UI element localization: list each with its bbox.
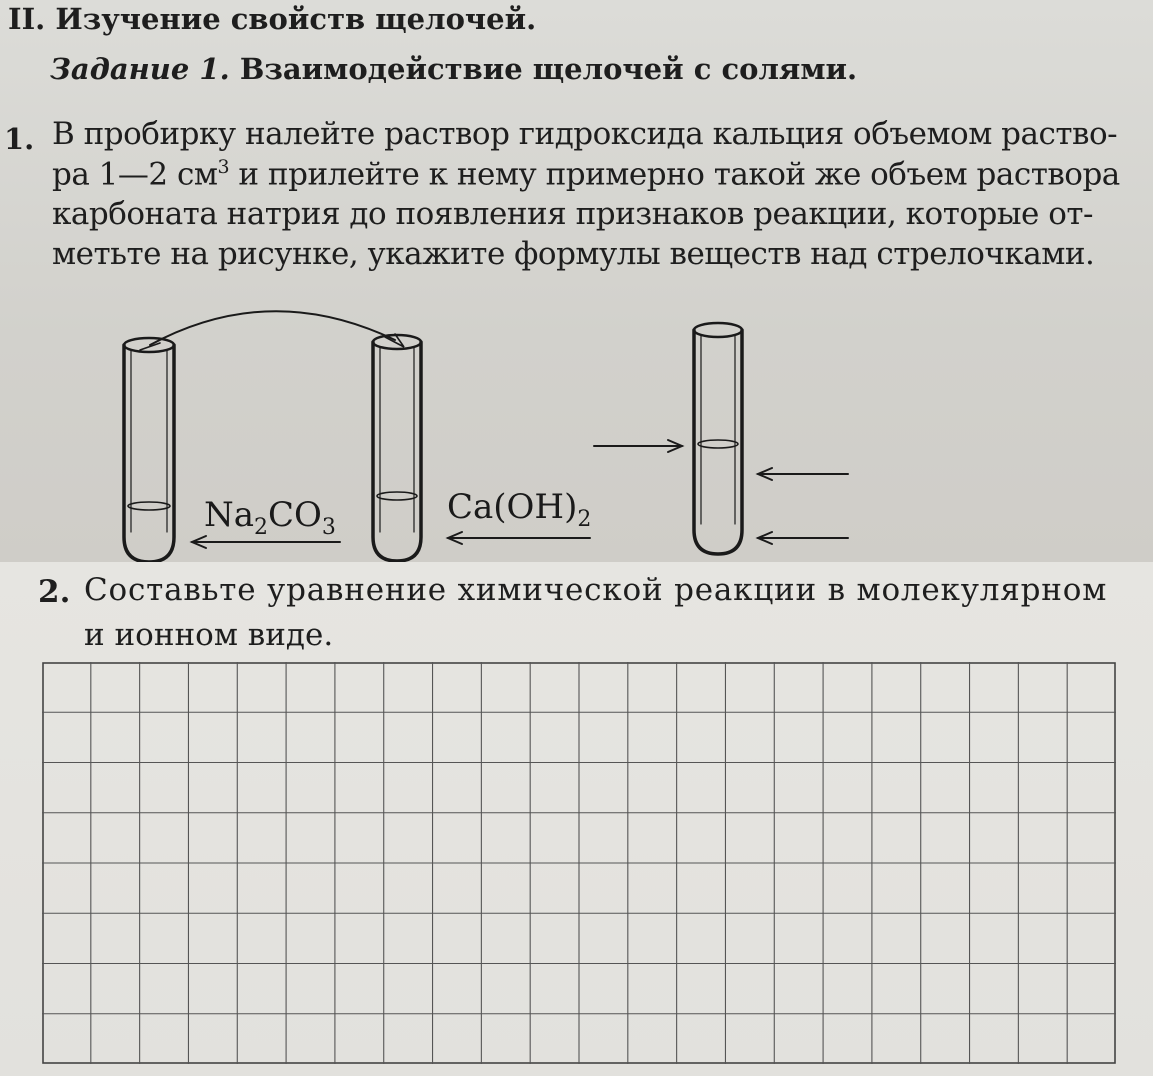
answer-grid[interactable] bbox=[42, 662, 1116, 1064]
arrow-to-middle bbox=[758, 468, 848, 480]
arrow-left-2 bbox=[448, 532, 590, 544]
arrow-to-bottom bbox=[758, 532, 848, 544]
superscript-3: 3 bbox=[217, 156, 230, 178]
transfer-arc bbox=[150, 311, 395, 345]
task-label: Задание 1. bbox=[50, 52, 230, 86]
item-2-line-1: Составьте уравнение химической реакции в молекулярном bbox=[84, 572, 1108, 608]
item-2-number: 2. bbox=[38, 574, 71, 610]
item-1-line-3: карбоната натрия до появления признаков реакции, которые от- bbox=[52, 196, 1094, 232]
test-tube-1 bbox=[124, 338, 174, 562]
item-2-line-2: и ионном виде. bbox=[84, 617, 334, 653]
test-tube-2 bbox=[373, 335, 421, 561]
formula-caoh2: $Ca(OH)_2$ bbox=[447, 487, 592, 532]
item-1-line-4: метьте на рисунке, укажите формулы веществ над стрелочками. bbox=[52, 236, 1095, 272]
item-1-line-1: В пробирку налейте раствор гидроксида кальция объемом раство- bbox=[52, 116, 1118, 152]
item-1-line-2: ра 1—2 $см^3$ и прилейте к нему примерно такой же объем раствора bbox=[52, 156, 1120, 193]
section-title: II. Изучение свойств щелочей. bbox=[8, 2, 537, 36]
arrow-to-surface bbox=[594, 440, 682, 452]
item-1-number: 1. bbox=[4, 122, 35, 156]
task-name: Взаимодействие щелочей с солями. bbox=[229, 52, 858, 86]
test-tube-3 bbox=[694, 323, 742, 554]
formula-na2co3: $Na_2CO_3$ bbox=[204, 495, 336, 540]
